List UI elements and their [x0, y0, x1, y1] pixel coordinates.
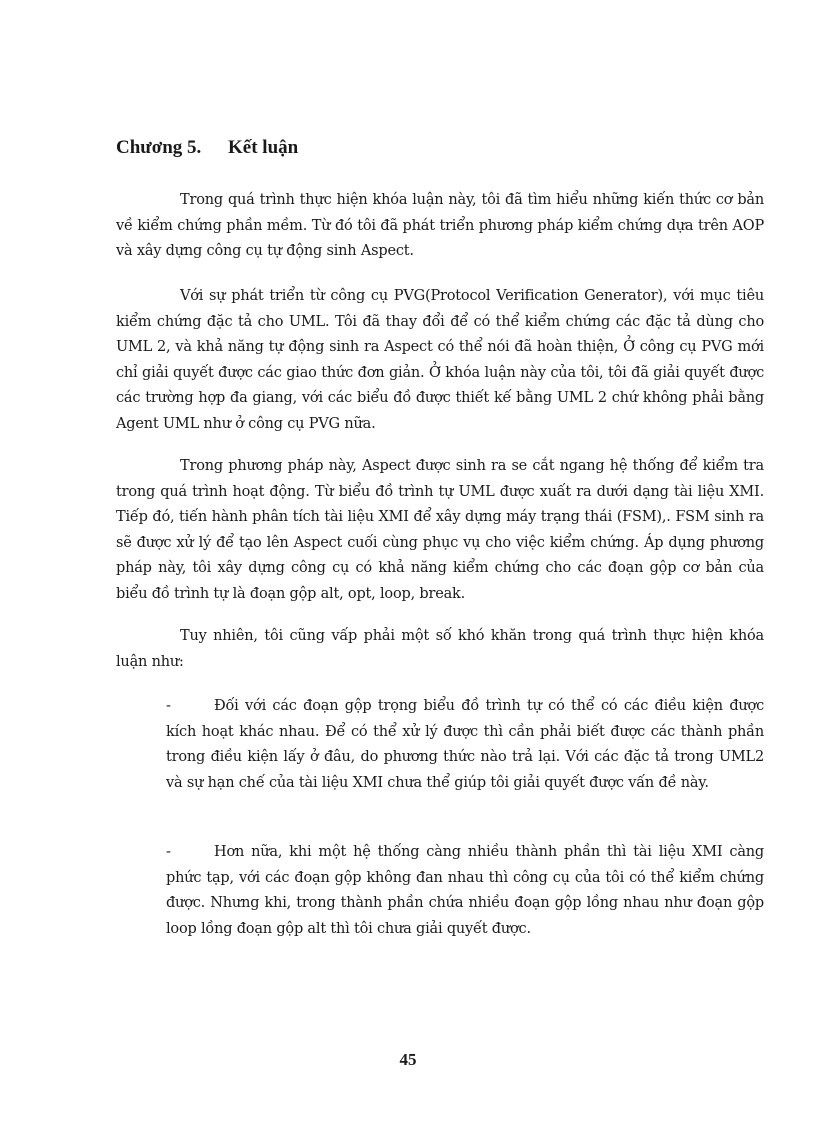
paragraph-text: Trong phương pháp này, Aspect được sinh ra se cắt ngang hệ thống để kiểm tra trong quá trình hoạt động. Từ biểu đồ trình tự UML được xuất ra dưới dạng tài liệu XMI. Tiếp đó, tiến hành phân tích tài liệu XMI để xây dựng máy trạng thái (FSM),. FSM sinh ra sẽ được xử lý để tạo lên Aspect cuối cùng phục vụ cho việc kiểm chứng. Áp dụng phương pháp này, tôi xây dựng công cụ có khả năng kiểm chứng cho các đoạn gộp cơ bản của biểu đồ trình tự là đoạn gộp alt, opt, loop, break. — [116, 458, 764, 602]
bullet-marker: - — [166, 844, 171, 860]
paragraph-1 — [116, 188, 764, 265]
paragraph-3 — [116, 454, 764, 607]
chapter-title: Kết luận — [228, 137, 299, 158]
bullet-text: Hơn nữa, khi một hệ thống càng nhiều thành phần thì tài liệu XMI càng phức tạp, với các đoạn gộp không đan nhau thì công cụ của tôi có thể kiểm chứng được. Nhưng khi, trong thành phần chứa nhiều đoạn gộp lồng nhau như đoạn gộp loop lồng đoạn gộp alt thì tôi chưa giải quyết được. — [166, 844, 764, 937]
bullet-text: Đối với các đoạn gộp trọng biểu đồ trình tự có thể có các điều kiện được kích hoạt khác nhau. Để có thể xử lý được thì cần phải biết được các thành phần trong điều kiện lấy ở đâu, do phương thức nào trả lại. Với các đặc tả trong UML2 và sự hạn chế của tài liệu XMI chưa thể giúp tôi giải quyết được vấn đề này. — [166, 698, 764, 791]
paragraph-2 — [116, 284, 764, 437]
page-number: 45 — [399, 1050, 417, 1069]
paragraph-4 — [116, 624, 764, 675]
paragraph-text: Tuy nhiên, tôi cũng vấp phải một số khó khăn trong quá trình thực hiện khóa luận như: — [116, 628, 764, 670]
chapter-number: Chương 5. — [116, 137, 202, 158]
bullet-marker: - — [166, 698, 171, 714]
bullet-item-1 — [166, 694, 764, 796]
paragraph-text: Với sự phát triển từ công cụ PVG(Protocol Verification Generator), với mục tiêu kiểm chứng đặc tả cho UML. Tôi đã thay đổi để có thể kiểm chứng các đặc tả dùng cho UML 2, và khả năng tự động sinh ra Aspect có thể nói đã hoàn thiện, Ở công cụ PVG mới chỉ giải quyết được các giao thức đơn giản. Ở khóa luận này của tôi, tôi đã giải quyết được các trường hợp đa giang, với các biểu đồ được thiết kế bằng UML 2 chứ không phải bằng Agent UML như ở công cụ PVG nữa. — [116, 288, 764, 432]
paragraph-text: Trong quá trình thực hiện khóa luận này, tôi đã tìm hiểu những kiến thức cơ bản về kiểm chứng phần mềm. Từ đó tôi đã phát triển phương pháp kiểm chứng dựa trên AOP và xây dựng công cụ tự động sinh Aspect. — [116, 192, 764, 259]
bullet-item-2 — [166, 840, 764, 942]
chapter-heading — [116, 137, 298, 159]
